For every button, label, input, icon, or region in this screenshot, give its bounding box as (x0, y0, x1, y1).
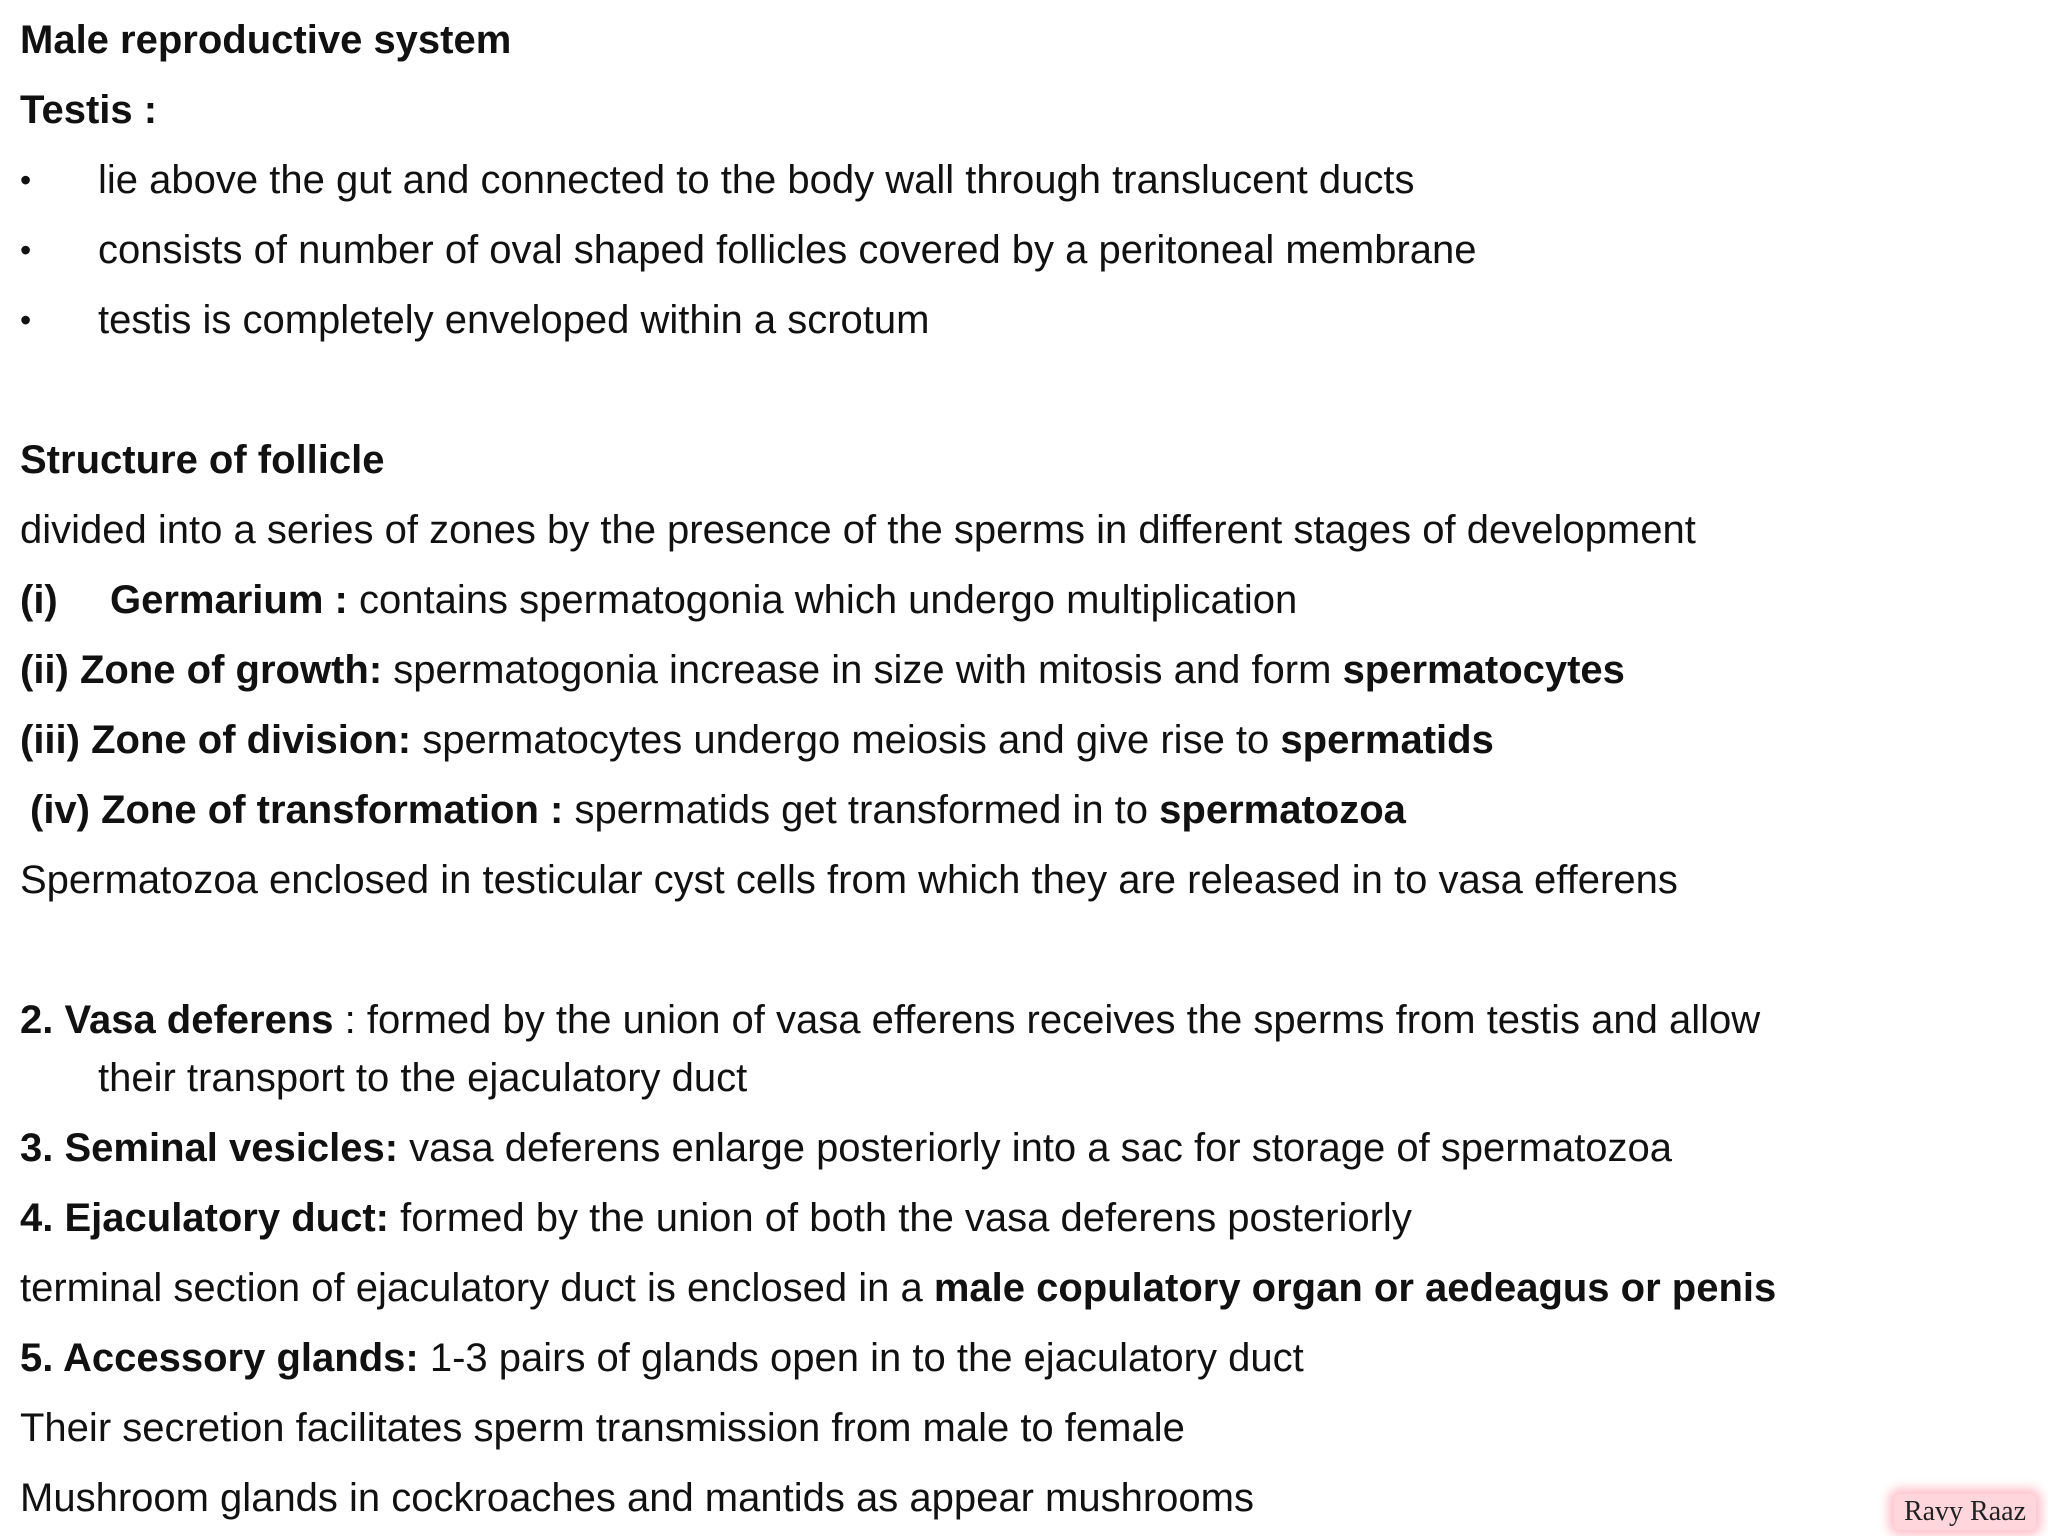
slide-content (20, 0, 2028, 1536)
mushroom-glands-line: Mushroom glands in cockroaches and mantids as appear mushrooms (20, 1476, 1254, 1520)
zone-term: spermatozoa (1159, 788, 1406, 832)
author-watermark: Ravy Raaz (1894, 1494, 2036, 1530)
seminal-vesicles-label: 3. Seminal vesicles: (20, 1126, 399, 1170)
vasa-deferens-text: : formed by the union of vasa efferens receives the sperms from testis and allow (333, 998, 1761, 1042)
ejaculatory-duct-label: 4. Ejaculatory duct: (20, 1196, 389, 1240)
zone-transformation (30, 784, 1406, 836)
zone-germarium (20, 574, 1297, 626)
zone-term: spermatocytes (1342, 648, 1625, 692)
zone-number: (ii) (20, 648, 69, 692)
bullet-text: consists of number of oval shaped follicles covered by a peritoneal membrane (98, 228, 1477, 272)
zone-text: spermatogonia increase in size with mitosis and form (382, 648, 1343, 692)
vasa-deferens-label: 2. Vasa deferens (20, 998, 334, 1042)
accessory-glands-line (20, 1332, 1304, 1384)
zone-division (20, 714, 1494, 766)
secretion-line: Their secretion facilitates sperm transmission from male to female (20, 1406, 1185, 1450)
zone-text: contains spermatogonia which undergo multiplication (347, 578, 1298, 622)
follicle-heading: Structure of follicle (20, 438, 385, 482)
bullet-text: testis is completely enveloped within a scrotum (98, 298, 930, 342)
zone-number: (iii) (20, 718, 80, 762)
seminal-vesicles-text: vasa deferens enlarge posteriorly into a sac for storage of spermatozoa (398, 1126, 1673, 1170)
ejaculatory-duct-line (20, 1192, 1412, 1244)
accessory-glands-text: 1-3 pairs of glands open in to the ejaculatory duct (418, 1336, 1304, 1380)
zone-label: Germarium : (110, 578, 348, 622)
vasa-deferens-line (20, 994, 1760, 1046)
bullet-dot: • (20, 162, 32, 198)
accessory-glands-label: 5. Accessory glands: (20, 1336, 419, 1380)
zone-label: Zone of division: (79, 718, 412, 762)
terminal-section-text: terminal section of ejaculatory duct is enclosed in a (20, 1266, 934, 1310)
copulatory-organ-term: male copulatory organ or aedeagus or penis (933, 1266, 1777, 1310)
terminal-section-line (20, 1262, 1776, 1314)
page-title: Male reproductive system (20, 18, 512, 62)
bullet-text: lie above the gut and connected to the body wall through translucent ducts (98, 158, 1415, 202)
zone-term: spermatids (1280, 718, 1494, 762)
zone-text: spermatocytes undergo meiosis and give rise to (411, 718, 1281, 762)
zone-number: (iv) (30, 788, 90, 832)
vasa-deferens-continuation: their transport to the ejaculatory duct (98, 1056, 748, 1100)
zone-text: spermatids get transformed in to (563, 788, 1160, 832)
bullet-dot: • (20, 302, 32, 338)
bullet-dot: • (20, 232, 32, 268)
ejaculatory-duct-text: formed by the union of both the vasa deferens posteriorly (388, 1196, 1412, 1240)
follicle-closing: Spermatozoa enclosed in testicular cyst cells from which they are released in to vasa efferens (20, 858, 1678, 902)
zone-growth (20, 644, 1625, 696)
seminal-vesicles-line (20, 1122, 1672, 1174)
follicle-intro: divided into a series of zones by the presence of the sperms in different stages of development (20, 508, 1696, 552)
zone-label: Zone of transformation : (90, 788, 564, 832)
testis-heading: Testis : (20, 88, 158, 132)
zone-number: (i) (20, 578, 58, 622)
zone-label: Zone of growth: (68, 648, 383, 692)
